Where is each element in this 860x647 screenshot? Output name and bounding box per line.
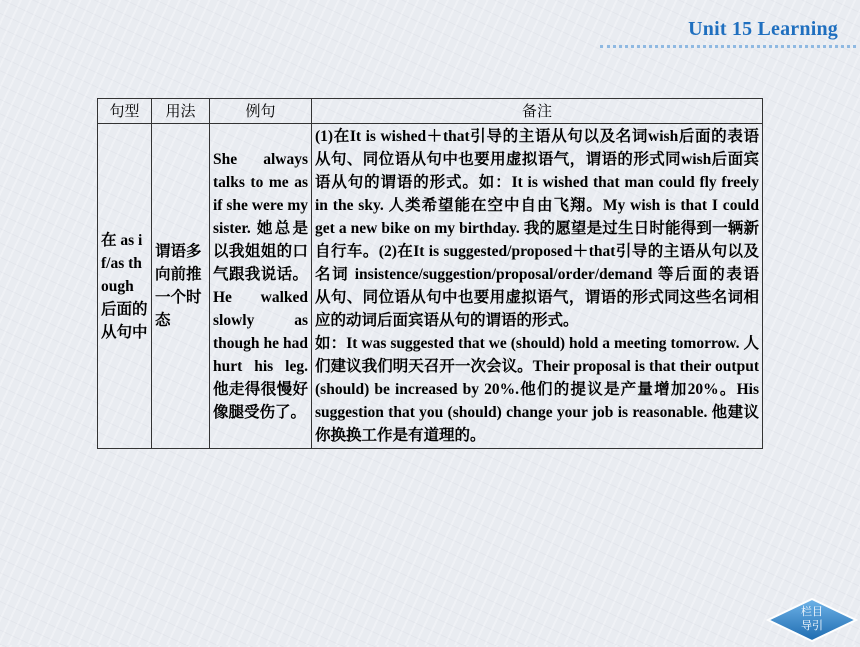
- note-part-1: (1)在It is wished＋that引导的主语从句以及名词wish后面的表语从句、同位语从句中也要用虚拟语气，谓语的形式同wish后面宾语从句的谓语的形式。如：It is wished that man could fly freely in the sky. 人类希望能在空中自由飞翔。My wish is that I could get a new bike on my birthday. 我的愿望是过生日时能得到一辆新自行车。(2)在It is suggested/proposed＋that引导的主语从句以及名词 insistence/suggestion/proposal/order/demand 等后面的表语从句、同位语从句中也要用虚拟语气，谓语的形式同这些名词相应的动词后面宾语从句的谓语的形式。: [315, 128, 759, 329]
- cell-example: She always talks to me as if she were my sister. 她总是以我姐姐的口气跟我说话。 He walked slowly as though he had hurt his leg. 他走得很慢好像腿受伤了。: [210, 124, 312, 449]
- unit-title: Unit 15 Learning: [688, 18, 838, 40]
- note-part-2: 如：It was suggested that we (should) hold a meeting tomorrow. 人们建议我们明天召开一次会议。Their proposal is that their output (should) be increased by 20%.他们的提议是产量增加20%。His suggestion that you (should) change your job is reasonable. 他建议你换换工作是有道理的。: [315, 335, 759, 444]
- header-note: 备注: [312, 99, 763, 124]
- cell-pattern: 在 as if/as though后面的 从句中: [98, 124, 152, 449]
- section-nav-button[interactable]: [766, 597, 858, 642]
- table-row: [98, 124, 763, 449]
- grammar-table: [97, 98, 763, 449]
- header-example: 例句: [210, 99, 312, 124]
- header-pattern: 句型: [98, 99, 152, 124]
- cell-note: [312, 124, 763, 449]
- cell-usage: 谓语多向前推一个时态: [152, 124, 210, 449]
- header-dotted-divider: [600, 45, 856, 48]
- nav-label-line1: 栏目: [801, 605, 823, 618]
- nav-label-line2: 导引: [801, 619, 823, 632]
- table-header-row: [98, 99, 763, 124]
- header-usage: 用法: [152, 99, 210, 124]
